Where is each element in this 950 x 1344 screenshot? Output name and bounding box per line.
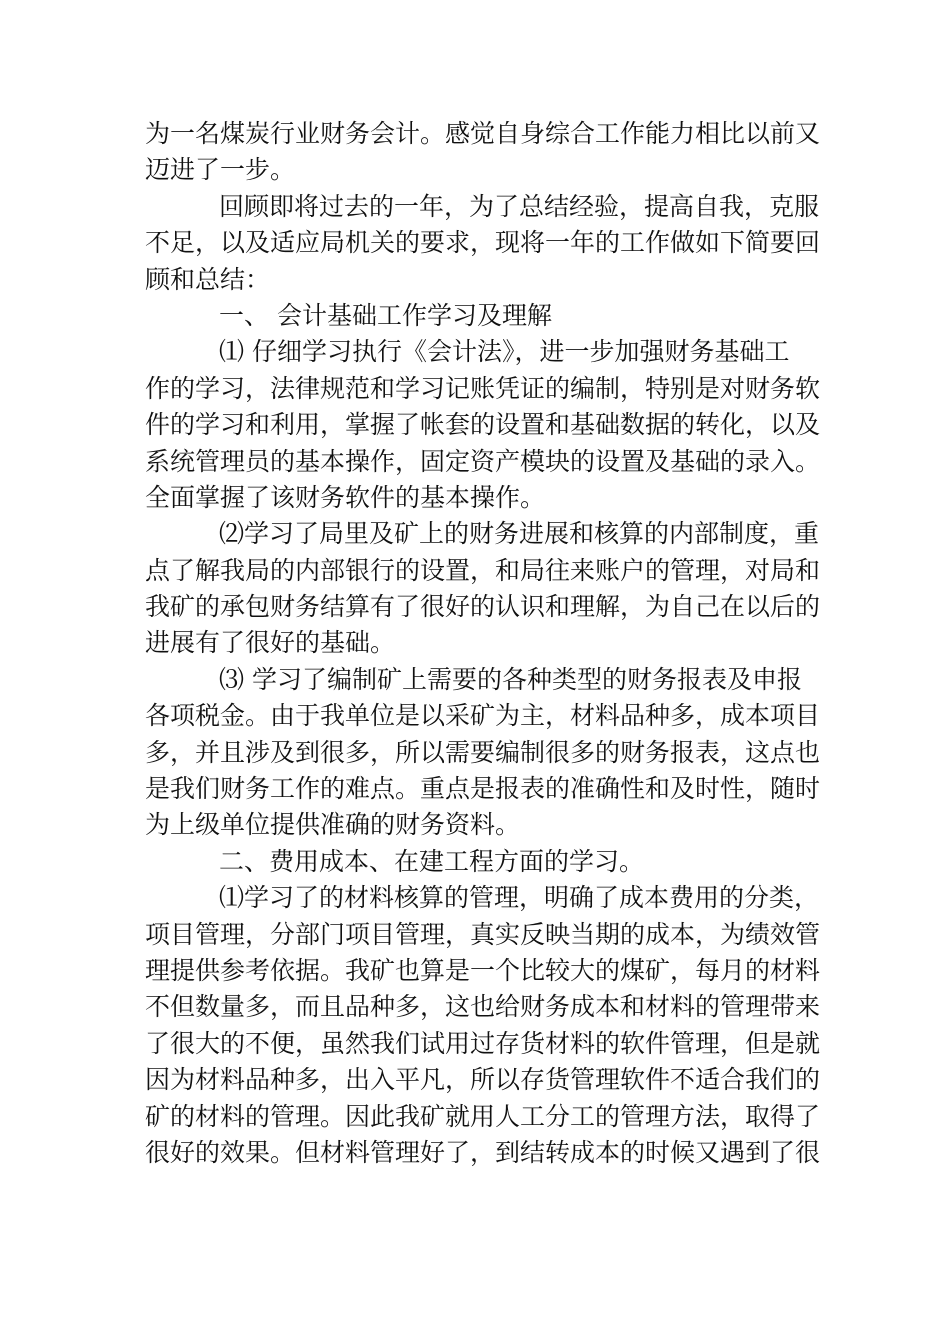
- section-heading: 二、费用成本、在建工程方面的学习。: [219, 846, 645, 876]
- text-line: 各项税金。由于我单位是以采矿为主，材料品种多，成本项目: [145, 701, 821, 731]
- text-line: 回顾即将过去的一年，为了总结经验，提高自我，克服: [219, 191, 820, 221]
- text-line: ⑵学习了局里及矿上的财务进展和核算的内部制度，重: [219, 519, 820, 549]
- text-line: ⑴学习了的材料核算的管理，明确了成本费用的分类，: [219, 883, 820, 913]
- text-line: 进展有了很好的基础。: [145, 628, 396, 658]
- text-line: 全面掌握了该财务软件的基本操作。: [145, 482, 546, 512]
- text-line: 矿的材料的管理。因此我矿就用人工分工的管理方法，取得了: [145, 1101, 821, 1131]
- document-body: [145, 116, 821, 1171]
- text-line: 件的学习和利用，掌握了帐套的设置和基础数据的转化，以及: [145, 410, 821, 440]
- text-line: 是我们财务工作的难点。重点是报表的准确性和及时性，随时: [145, 774, 821, 804]
- text-line: 很好的效果。但材料管理好了，到结转成本的时候又遇到了很: [145, 1137, 821, 1167]
- text-line: ⑴ 仔细学习执行《会计法》，进一步加强财务基础工: [219, 337, 790, 367]
- section-heading: 一、 会计基础工作学习及理解: [219, 300, 552, 330]
- text-line: 项目管理，分部门项目管理，真实反映当期的成本，为绩效管: [145, 919, 821, 949]
- text-line: ⑶ 学习了编制矿上需要的各种类型的财务报表及申报: [219, 664, 802, 694]
- text-line: 为一名煤炭行业财务会计。感觉自身综合工作能力相比以前又: [145, 119, 821, 148]
- text-line: 系统管理员的基本操作，固定资产模块的设置及基础的录入。: [145, 446, 821, 476]
- text-line: 多，并且涉及到很多，所以需要编制很多的财务报表，这点也: [145, 737, 821, 767]
- text-line: 顾和总结：: [145, 264, 271, 294]
- text-line: 不但数量多，而且品种多，这也给财务成本和材料的管理带来: [145, 992, 821, 1022]
- text-line: 为上级单位提供准确的财务资料。: [145, 810, 521, 840]
- text-line: 因为材料品种多，出入平凡，所以存货管理软件不适合我们的: [145, 1065, 821, 1095]
- text-line: 我矿的承包财务结算有了很好的认识和理解，为自己在以后的: [145, 592, 821, 622]
- text-line: 点了解我局的内部银行的设置，和局往来账户的管理，对局和: [145, 555, 821, 585]
- text-line: 作的学习，法律规范和学习记账凭证的编制，特别是对财务软: [145, 373, 821, 403]
- text-line: 迈进了一步。: [145, 155, 296, 185]
- text-line: 了很大的不便，虽然我们试用过存货材料的软件管理，但是就: [145, 1028, 821, 1058]
- text-line: 理提供参考依据。我矿也算是一个比较大的煤矿，每月的材料: [145, 955, 821, 985]
- text-line: 不足，以及适应局机关的要求，现将一年的工作做如下简要回: [145, 228, 821, 258]
